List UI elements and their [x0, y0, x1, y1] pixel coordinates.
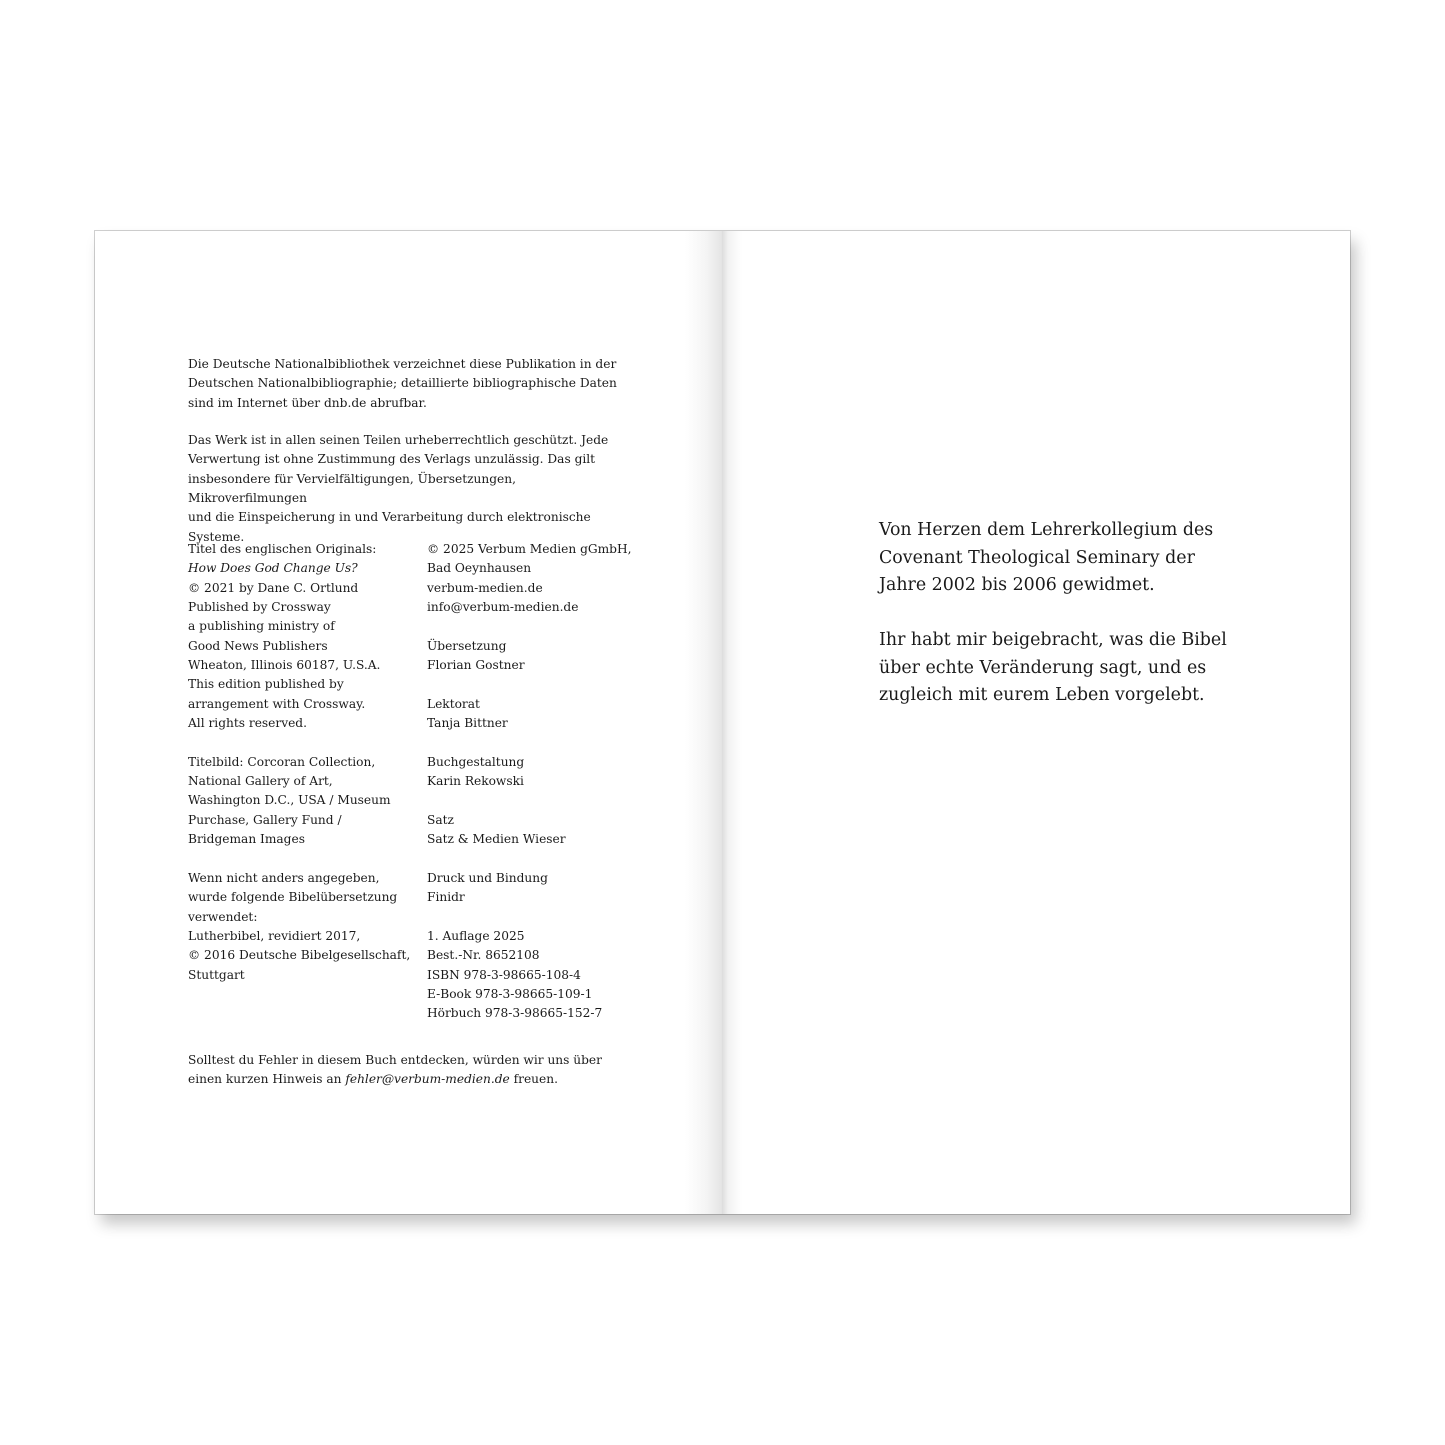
- text-line: arrangement with Crossway.: [188, 696, 366, 711]
- text-line: © 2016 Deutsche Bibelgesellschaft,: [188, 948, 411, 963]
- text-line: Bridgeman Images: [188, 832, 305, 847]
- imprint-left-column: [188, 540, 416, 985]
- titelbild-block: [188, 753, 416, 850]
- text-line: This edition published by: [188, 677, 344, 692]
- text-line: Die Deutsche Nationalbibliothek verzeichnet diese Publikation in der: [188, 357, 617, 371]
- text-line: ISBN 978-3-98665-108-4: [427, 967, 581, 982]
- credit-name: Florian Gostner: [427, 658, 525, 673]
- text-line: Wenn nicht anders angegeben,: [188, 870, 380, 885]
- dedication-line: Covenant Theological Seminary der: [879, 547, 1195, 568]
- printing-credit: [427, 869, 647, 908]
- copyright-notice: [188, 431, 638, 547]
- credit-name: Finidr: [427, 890, 465, 905]
- text-line: All rights reserved.: [188, 716, 307, 731]
- dedication-line: Ihr habt mir beigebracht, was die Bibel: [879, 630, 1227, 650]
- book-spread: [95, 231, 1350, 1214]
- publisher-block: [427, 540, 647, 617]
- text-line: National Gallery of Art,: [188, 774, 333, 789]
- credit-name: Satz & Medien Wieser: [427, 832, 566, 847]
- error-email: fehler@verbum-medien.de: [345, 1072, 510, 1087]
- credit-name: Tanja Bittner: [427, 716, 508, 731]
- typesetting-credit: [427, 811, 647, 850]
- original-title: How Does God Change Us?: [188, 561, 358, 576]
- left-page-imprint: [95, 231, 722, 1214]
- text-line: Deutschen Nationalbibliographie; detaillierte bibliographische Daten: [188, 376, 617, 391]
- error-report-notice: [188, 1051, 638, 1090]
- text-line: Stuttgart: [188, 967, 245, 982]
- text-line: Das Werk ist in allen seinen Teilen urheberrechtlich geschützt. Jede: [188, 433, 609, 447]
- credit-label: Buchgestaltung: [427, 754, 525, 769]
- text-line: Hörbuch 978-3-98665-152-7: [427, 1006, 603, 1021]
- text-line: verwendet:: [188, 909, 258, 924]
- text-line: © 2021 by Dane C. Ortlund: [188, 580, 359, 595]
- dedication-line: Von Herzen dem Lehrerkollegium des: [879, 520, 1214, 540]
- text-line: insbesondere für Vervielfältigungen, Übersetzungen, Mikroverfilmungen: [188, 471, 516, 506]
- text-line: © 2025 Verbum Medien gGmbH,: [427, 542, 632, 556]
- text-line: [188, 1070, 638, 1089]
- imprint-right-column: [427, 540, 647, 1024]
- text-line: a publishing ministry of: [188, 619, 335, 634]
- original-title-block: [188, 540, 416, 733]
- text-line: Titelbild: Corcoran Collection,: [188, 754, 376, 769]
- text-line: Solltest du Fehler in diesem Buch entdecken, würden wir uns über: [188, 1053, 602, 1067]
- nationalbibliothek-notice: [188, 355, 638, 413]
- text-line: sind im Internet über dnb.de abrufbar.: [188, 395, 427, 410]
- dedication-line: Jahre 2002 bis 2006 gewidmet.: [879, 575, 1155, 595]
- text-line: E-Book 978-3-98665-109-1: [427, 986, 593, 1001]
- credit-label: Druck und Bindung: [427, 870, 548, 885]
- text-line: Published by Crossway: [188, 600, 331, 615]
- text-fragment: einen kurzen Hinweis an: [188, 1072, 346, 1087]
- credit-label: Satz: [427, 812, 454, 827]
- text-line: info@verbum-medien.de: [427, 600, 579, 615]
- text-line: Washington D.C., USA / Museum: [188, 793, 391, 808]
- editing-credit: [427, 695, 647, 734]
- text-line: Purchase, Gallery Fund /: [188, 812, 342, 827]
- design-credit: [427, 753, 647, 792]
- text-line: Verwertung ist ohne Zustimmung des Verlags unzulässig. Das gilt: [188, 452, 596, 467]
- dedication-text: [879, 517, 1279, 710]
- dedication-line: zugleich mit eurem Leben vorgelebt.: [879, 685, 1205, 705]
- bible-translation-block: [188, 869, 416, 985]
- text-line: und die Einspeicherung in und Verarbeitung durch elektronische Systeme.: [188, 510, 591, 544]
- text-fragment: freuen.: [509, 1072, 558, 1087]
- translation-credit: [427, 637, 647, 676]
- text-line: Bad Oeynhausen: [427, 561, 532, 576]
- text-line: wurde folgende Bibelübersetzung: [188, 890, 398, 905]
- text-line: Wheaton, Illinois 60187, U.S.A.: [188, 658, 381, 673]
- text-line: Good News Publishers: [188, 638, 328, 653]
- text-line: Best.-Nr. 8652108: [427, 948, 540, 963]
- credit-label: Lektorat: [427, 696, 480, 711]
- text-line: verbum-medien.de: [427, 580, 543, 595]
- credit-label: Übersetzung: [427, 638, 507, 653]
- right-page-dedication: [722, 231, 1350, 1214]
- text-line: Lutherbibel, revidiert 2017,: [188, 928, 361, 943]
- text-line: 1. Auflage 2025: [427, 928, 525, 943]
- credit-name: Karin Rekowski: [427, 774, 524, 789]
- original-label: Titel des englischen Originals:: [188, 542, 377, 556]
- dedication-line: über echte Veränderung sagt, und es: [879, 657, 1207, 678]
- edition-isbn-block: [427, 927, 647, 1024]
